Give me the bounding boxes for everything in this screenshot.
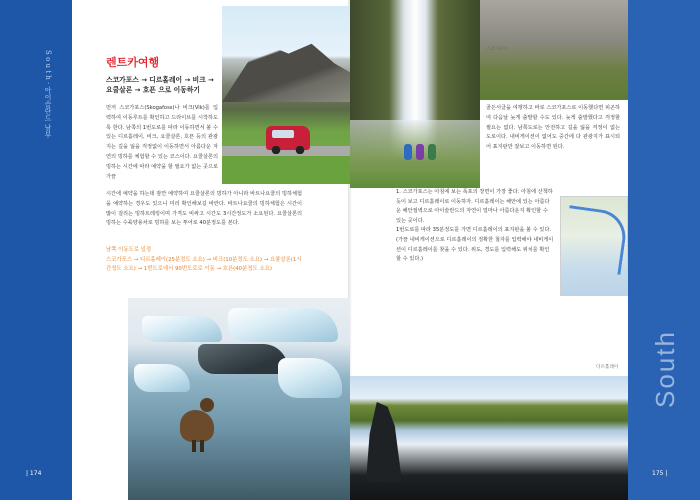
right-body-paragraph: 골든서클을 여행하고 바로 스코가포스로 이동했다면 피곤하여 다음날 늦게 출발할 수도 있다. 늦게 출발했다고 걱정할 필요는 없다. 남쪽도로는 안전하고 길을 잃을 걱정이 없는 도로이다. 내비게이션이 없어도 중간에 다 관광지가 표시되어 표지판만 잘보고 이동하면 된다. (486, 105, 620, 151)
waterfall-mist (350, 120, 480, 188)
route-info-heading: 남쪽 이동도로 일정 (106, 247, 152, 253)
left-sidebar-text: S o u t h · 아이슬란드 남부 (44, 50, 52, 138)
mountain-peak (222, 40, 350, 102)
left-body-paragraph-1: 먼저 스코가포스(Skogafoss)나 비크(Vik)를 입력하여 이동루트를 확인하고 드라이브를 시작하도록 한다. 남쪽의 1번도로를 따라 이동하면서 볼 수 있는 디르홀레이, 비크, 요쿨살론, 호픈 등의 관광지는 길을 잃을 걱정없이 이동하면서 아름다운 자연의 빙하를 체험할 수 있는 코스이다. 요쿨살론의 빙하는 시간에 따라 예약을 할 필요가 없는 곳으로 가끔 (106, 105, 218, 180)
route-title: 스코가포스 → 디르홀레이 → 비크 → 요쿨살론 → 호픈 으로 이동하기 (106, 76, 214, 94)
tourist (428, 144, 436, 160)
left-body-paragraph-2: 시간에 예약을 하는데 잠깐 예약하여 요쿨살론의 빙하가 아니라 바트나요쿨의 빙하체험을 예약하는 경우도 있으니 미리 확인해보길 바란다. 바트나요쿨의 빙하체험은 시간이 많이 걸리는 빙하트레킹이며 가격도 비싸고 시간도 3시간정도가 소요된다. 요쿨살론의 빙하는 수륙양용차로 빙하를 보는 투어로 40분정도를 본다. (106, 191, 302, 227)
iceberg (278, 358, 342, 398)
iceberg (142, 316, 222, 342)
page-number-right: 175 | (652, 470, 668, 477)
section-title: 렌트카여행 (106, 56, 160, 69)
mountain-car-photo (222, 6, 350, 184)
iceberg (134, 364, 190, 392)
black-sand-beach-photo (350, 376, 628, 500)
navigation-map-photo (560, 196, 628, 296)
route-info-body: 스코가포스 → 디르홀레이(25분정도 소요) → 비크(10분정도 소요) → 요쿨살론(1시간정도 소요) → 1번도로에서 90번도로로 이동 → 호픈(40분정도 소요) (106, 256, 302, 273)
page-number-left: | 174 (26, 470, 42, 477)
waterfall-photo (350, 0, 480, 188)
route-info-box (106, 246, 302, 275)
map-caption: 디르홀레이 (596, 365, 619, 370)
map-route-line (561, 205, 628, 275)
right-list-item-2: 1번도로를 따라 35분정도를 가면 디르홀레이의 표지판을 볼 수 있다. (가끔 내비게이션으로 디르홀레이의 정확한 철자를 입력해야 내비게이션이 디르홀레이를 찾을 수 있다. 위도, 경도를 입력해도 위치를 확인할 수 있다.) (396, 227, 554, 263)
glacier-lagoon-photo (128, 298, 350, 500)
tourist (404, 144, 412, 160)
waterfall-caption: 스코가포스 (486, 47, 509, 52)
right-list (396, 188, 554, 265)
sea-stack (366, 402, 402, 482)
grass (222, 156, 350, 184)
red-car (266, 126, 310, 150)
side-label-south: South (650, 330, 680, 408)
iceberg (228, 308, 338, 342)
dark-iceberg (198, 344, 288, 374)
tourist (416, 144, 424, 160)
right-margin-band (628, 0, 700, 500)
skua-bird (180, 410, 214, 442)
right-list-item-1: 1. 스코가포스는 아침에 보는 폭포의 장면이 가장 좋다. 아침에 산책하듯이 보고 디르홀레이로 이동하자. 디르홀레이는 해안에 있는 아름다운 해안절벽으로 아이슬란드의 자연이 얼마나 아름다운지 확인할 수 있는 곳이다. (396, 189, 553, 224)
